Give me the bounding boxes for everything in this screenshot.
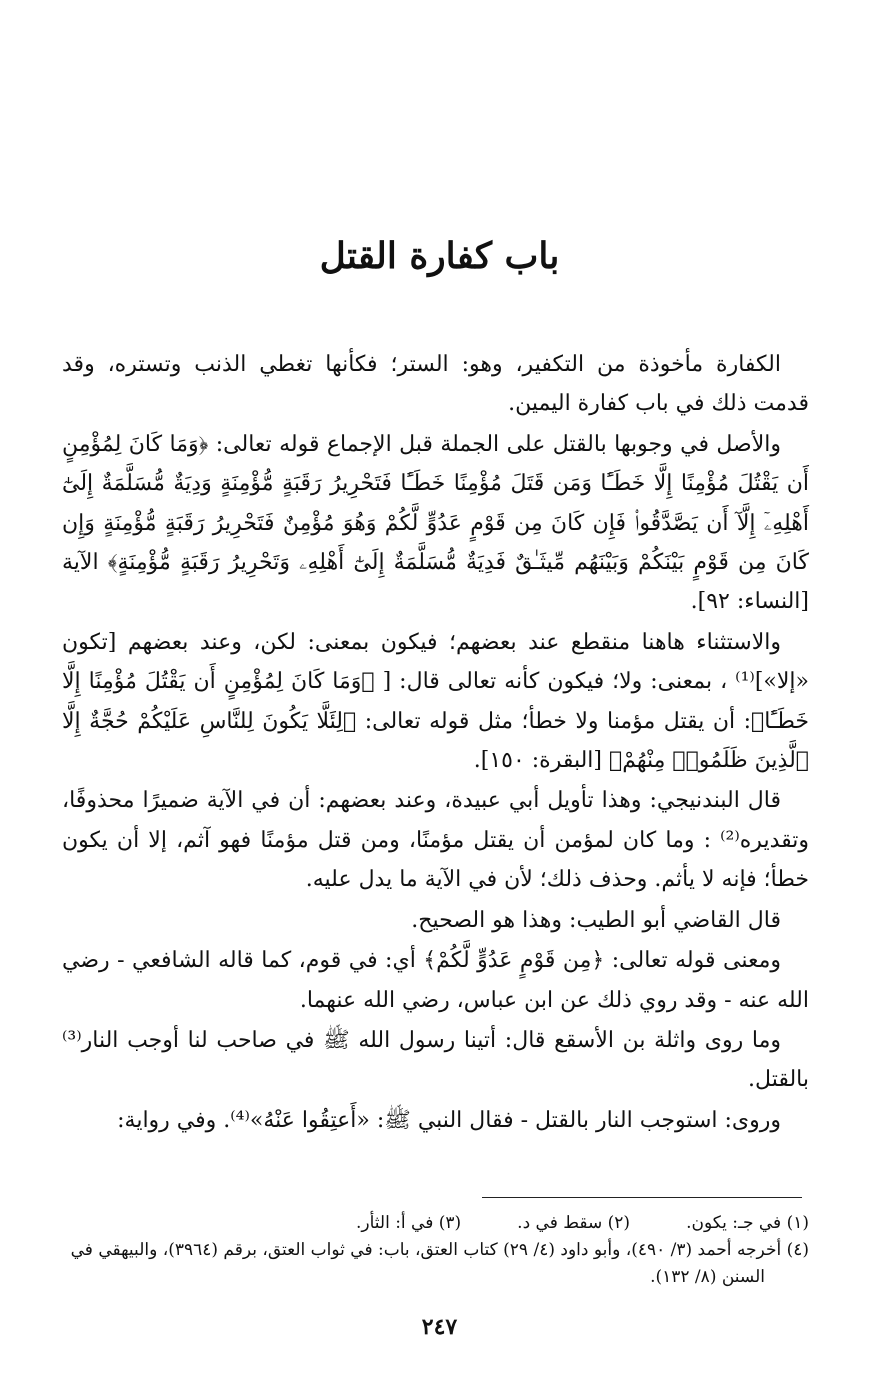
footnote-2: (٢) سقط في د.	[517, 1213, 631, 1233]
main-text	[62, 345, 809, 1141]
footnote-divider	[482, 1197, 802, 1198]
footnote-3: (٣) في أ: الثأر.	[355, 1213, 462, 1233]
paragraph-abu-tayyib: قال القاضي أبو الطيب: وهذا هو الصحيح.	[411, 907, 781, 933]
paragraph-bandaniji: قال البندنيجي: وهذا تأويل أبي عبيدة، وعند بعضهم: أن في الآية ضميرًا محذوفًا، وتقديره⁽²⁾ : وما كان لمؤمن أن يقتل مؤمنًا، ومن قتل مؤمنًا فهو آثم، إلا أن يكون خطأ؛ فإنه لا يأثم. وحذف ذلك؛ لأن في الآية ما يدل عليه.	[62, 788, 809, 893]
paragraph-quran-basis: والأصل في وجوبها بالقتل على الجملة قبل الإجماع قوله تعالى: ﴿وَمَا كَانَ لِمُؤْمِنٍ أَن يَقْتُلَ مُؤْمِنًا إِلَّا خَطَـًٔا وَمَن قَتَلَ مُؤْمِنًا خَطَـًٔا فَتَحْرِيرُ رَقَبَةٍ مُّؤْمِنَةٍ وَدِيَةٌ مُّسَلَّمَةٌ إِلَىٰٓ أَهْلِهِۦٓ إِلَّآ أَن يَصَّدَّقُوا۟ فَإِن كَانَ مِن قَوْمٍ عَدُوٍّ لَّكُمْ وَهُوَ مُؤْمِنٌ فَتَحْرِيرُ رَقَبَةٍ مُّؤْمِنَةٍ وَإِن كَانَ مِن قَوْمٍ بَيْنَكُمْ وَبَيْنَهُم مِّيثَـٰقٌ فَدِيَةٌ مُّسَلَّمَةٌ إِلَىٰٓ أَهْلِهِۦ وَتَحْرِيرُ رَقَبَةٍ مُّؤْمِنَةٍ﴾ الآية [النساء: ٩٢].	[62, 431, 809, 615]
footnote-1: (١) في جـ: يكون.	[686, 1213, 809, 1233]
footnotes	[62, 1210, 809, 1291]
paragraph-wathila: وما روى واثلة بن الأسقع قال: أتينا رسول الله ﷺ في صاحب لنا أوجب النار⁽³⁾ بالقتل.	[62, 1027, 809, 1093]
page-number: ٢٤٧	[421, 1314, 458, 1340]
footnote-4: (٤) أخرجه أحمد (٣/ ٤٩٠)، وأبو داود (٤/ ٢٩) كتاب العتق، باب: في ثواب العتق، برقم (٣٩٦٤)، والبيهقي في السنن (٨/ ١٣٢).	[70, 1240, 809, 1287]
paragraph-narration: وروى: استوجب النار بالقتل - فقال النبي ﷺ: «أَعتِقُوا عَنْهُ»⁽⁴⁾. وفي رواية:	[117, 1107, 781, 1133]
paragraph-exception: والاستثناء هاهنا منقطع عند بعضهم؛ فيكون بمعنى: لكن، وعند بعضهم [تكون «إلا»]⁽¹⁾ ، بمعنى: ولا؛ فيكون كأنه تعالى قال: [ ﴿وَمَا كَانَ لِمُؤْمِنٍ أَن يَقْتُلَ مُؤْمِنًا إِلَّا خَطَـًٔا﴾: أن يقتل مؤمنا ولا خطأ؛ مثل قوله تعالى: ﴿لِئَلَّا يَكُونَ لِلنَّاسِ عَلَيْكُمْ حُجَّةٌ إِلَّا ٱلَّذِينَ ظَلَمُوا۟ مِنْهُمْ﴾ [البقرة: ١٥٠].	[62, 629, 809, 774]
paragraph-meaning: ومعنى قوله تعالى: ﴿مِن قَوْمٍ عَدُوٍّ لَّكُمْ﴾ أي: في قوم، كما قاله الشافعي - رضي الله عنه - وقد روي ذلك عن ابن عباس، رضي الله عنهما.	[62, 948, 809, 1013]
paragraph-definition: الكفارة مأخوذة من التكفير، وهو: الستر؛ فكأنها تغطي الذنب وتستره، وقد قدمت ذلك في باب كفارة اليمين.	[62, 352, 809, 417]
chapter-title: باب كفارة القتل	[319, 235, 560, 277]
footnote-row	[62, 1210, 809, 1237]
